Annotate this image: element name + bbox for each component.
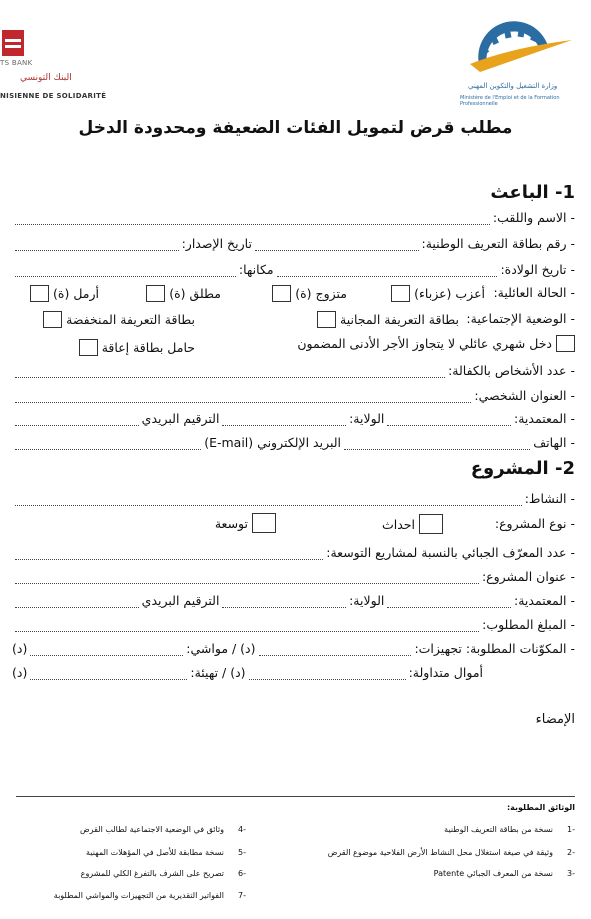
bank-name-fr2: NISIENNE DE SOLIDARITÉ bbox=[0, 92, 107, 100]
setup-label: (د) / تهيئة: bbox=[190, 665, 246, 680]
project-governorate-field[interactable] bbox=[222, 595, 346, 608]
doc-item: -6تصريح على الشرف بالتفرغ الكلي للمشروع bbox=[80, 869, 246, 878]
doc-item: -4وثائق في الوضعية الاجتماعية لطالب القرض bbox=[80, 825, 246, 834]
option-divorced[interactable]: مطلق (ة) bbox=[146, 285, 221, 302]
ministry-name-ar: وزارة التشغيل والتكوين المهني bbox=[468, 82, 558, 90]
birth-line bbox=[12, 259, 575, 277]
doc-item: -5نسخة مطابقة للأصل في المؤهلات المهنية bbox=[86, 848, 246, 857]
setup-field[interactable] bbox=[30, 667, 187, 680]
email-label: البريد الإلكتروني (E-mail) bbox=[204, 435, 342, 450]
checkbox-divorced[interactable] bbox=[146, 285, 165, 302]
project-governorate-label: الولاية: bbox=[349, 593, 385, 608]
project-address-line bbox=[12, 566, 575, 584]
dependents-label: - عدد الأشخاص بالكفالة: bbox=[448, 363, 575, 378]
delegation-label: - المعتمدية: bbox=[514, 411, 575, 426]
checkbox-income[interactable] bbox=[556, 335, 575, 352]
divider bbox=[16, 796, 575, 797]
option-reduced-card[interactable]: بطاقة التعريفة المنخفضة bbox=[43, 311, 195, 328]
equipment-field[interactable] bbox=[259, 643, 412, 656]
livestock-field[interactable] bbox=[30, 643, 183, 656]
id-card-line bbox=[12, 233, 575, 251]
checkbox-widowed[interactable] bbox=[30, 285, 49, 302]
delegation-line bbox=[12, 408, 575, 426]
activity-label: - النشاط: bbox=[524, 491, 575, 506]
checkbox-disability[interactable] bbox=[79, 339, 98, 356]
dependents-line bbox=[12, 360, 575, 378]
birth-date-field[interactable] bbox=[277, 264, 498, 277]
option-widowed[interactable]: أرمل (ة) bbox=[30, 285, 99, 302]
phone-line bbox=[12, 432, 575, 450]
checkbox-free-card[interactable] bbox=[317, 311, 336, 328]
project-postal-label: الترقيم البريدي bbox=[141, 593, 220, 608]
type-label: - نوع المشروع: bbox=[494, 516, 575, 531]
working-capital-field[interactable] bbox=[249, 667, 406, 680]
marital-label: - الحالة العائلية: bbox=[493, 285, 575, 300]
ministry-name-fr: Ministère de l'Emploi et de la Formation Professionnelle bbox=[460, 95, 560, 107]
ministry-logo bbox=[460, 18, 575, 80]
doc-item: -3نسخة من المعرف الجبائي Patente bbox=[433, 869, 575, 878]
address-field[interactable] bbox=[15, 390, 471, 403]
section-2-heading: 2- المشروع bbox=[470, 458, 575, 479]
option-free-card[interactable]: بطاقة التعريفة المجانية bbox=[317, 311, 459, 328]
option-disability[interactable]: حامل بطاقة إعاقة bbox=[79, 339, 195, 356]
setup-unit: (د) bbox=[12, 665, 28, 680]
id-card-field[interactable] bbox=[255, 238, 419, 251]
checkbox-creation[interactable] bbox=[419, 514, 443, 534]
section-1-heading: 1- الباعث bbox=[490, 182, 575, 203]
email-field[interactable] bbox=[15, 437, 201, 450]
doc-item: -1نسخة من بطاقة التعريف الوطنية bbox=[444, 825, 575, 834]
birth-place-label: مكانها: bbox=[238, 262, 274, 277]
project-delegation-field[interactable] bbox=[387, 595, 511, 608]
postal-label: الترقيم البريدي bbox=[141, 411, 220, 426]
checkbox-expansion[interactable] bbox=[252, 513, 276, 533]
activity-field[interactable] bbox=[15, 493, 522, 506]
option-expansion[interactable]: توسعة bbox=[215, 513, 276, 533]
delegation-field[interactable] bbox=[387, 413, 511, 426]
option-single[interactable]: أعزب (عزباء) bbox=[391, 285, 485, 302]
social-label: - الوضعية الإجتماعية: bbox=[466, 311, 575, 326]
phone-field[interactable] bbox=[344, 437, 530, 450]
fiscal-field[interactable] bbox=[15, 547, 323, 560]
project-delegation-line bbox=[12, 590, 575, 608]
birth-place-field[interactable] bbox=[15, 264, 236, 277]
signature-label: الإمضاء bbox=[535, 712, 575, 727]
dependents-field[interactable] bbox=[15, 365, 445, 378]
project-address-field[interactable] bbox=[15, 571, 479, 584]
bank-logo bbox=[2, 30, 24, 56]
amount-field[interactable] bbox=[15, 619, 479, 632]
doc-item: -2وثيقة في صيغة استغلال محل النشاط الأرض الفلاحية موضوع القرض bbox=[327, 848, 575, 857]
address-line bbox=[12, 385, 575, 403]
project-address-label: - عنوان المشروع: bbox=[481, 569, 575, 584]
amount-label: - المبلغ المطلوب: bbox=[482, 617, 575, 632]
governorate-label: الولاية: bbox=[349, 411, 385, 426]
checkbox-married[interactable] bbox=[272, 285, 291, 302]
bank-name-fr: TS BANK bbox=[0, 59, 33, 67]
project-postal-field[interactable] bbox=[15, 595, 139, 608]
postal-field[interactable] bbox=[15, 413, 139, 426]
name-label: - الاسم واللقب: bbox=[492, 210, 575, 225]
birth-date-label: - تاريخ الولادة: bbox=[500, 262, 575, 277]
issue-date-label: تاريخ الإصدار: bbox=[181, 236, 252, 251]
address-label: - العنوان الشخصي: bbox=[474, 388, 575, 403]
doc-item: -7الفواتير التقديرية من التجهيزات والمواشي المطلوبة bbox=[53, 891, 246, 900]
documents-title: الوثائق المطلوبة: bbox=[506, 803, 575, 812]
option-income[interactable]: دخل شهري عائلي لا يتجاوز الأجر الأدنى المضمون bbox=[297, 335, 575, 352]
checkbox-single[interactable] bbox=[391, 285, 410, 302]
working-capital-label: أموال متداولة: bbox=[408, 665, 483, 680]
fiscal-label: - عدد المعرّف الجبائي بالنسبة لمشاريع التوسعة: bbox=[326, 545, 575, 560]
checkbox-reduced-card[interactable] bbox=[43, 311, 62, 328]
phone-label: - الهاتف bbox=[533, 435, 575, 450]
project-delegation-label: - المعتمدية: bbox=[514, 593, 575, 608]
issue-date-field[interactable] bbox=[15, 238, 179, 251]
working-capital-line bbox=[12, 662, 483, 680]
form-title: مطلب قرض لتمويل الفئات الضعيفة ومحدودة الدخل bbox=[78, 118, 513, 138]
livestock-unit: (د) bbox=[12, 641, 28, 656]
option-married[interactable]: متزوج (ة) bbox=[272, 285, 347, 302]
id-card-label: - رقم بطاقة التعريف الوطنية: bbox=[421, 236, 575, 251]
components-line bbox=[12, 638, 575, 656]
fiscal-line bbox=[12, 542, 575, 560]
components-label: - المكوّنات المطلوبة: تجهيزات: bbox=[414, 641, 575, 656]
bank-name-ar: البنك التونسي bbox=[20, 73, 72, 83]
name-line bbox=[12, 207, 575, 225]
amount-line bbox=[12, 614, 575, 632]
name-field[interactable] bbox=[15, 212, 490, 225]
livestock-label: (د) / مواشي: bbox=[186, 641, 256, 656]
option-creation[interactable]: احداث bbox=[382, 514, 443, 534]
activity-line bbox=[12, 488, 575, 506]
governorate-field[interactable] bbox=[222, 413, 346, 426]
